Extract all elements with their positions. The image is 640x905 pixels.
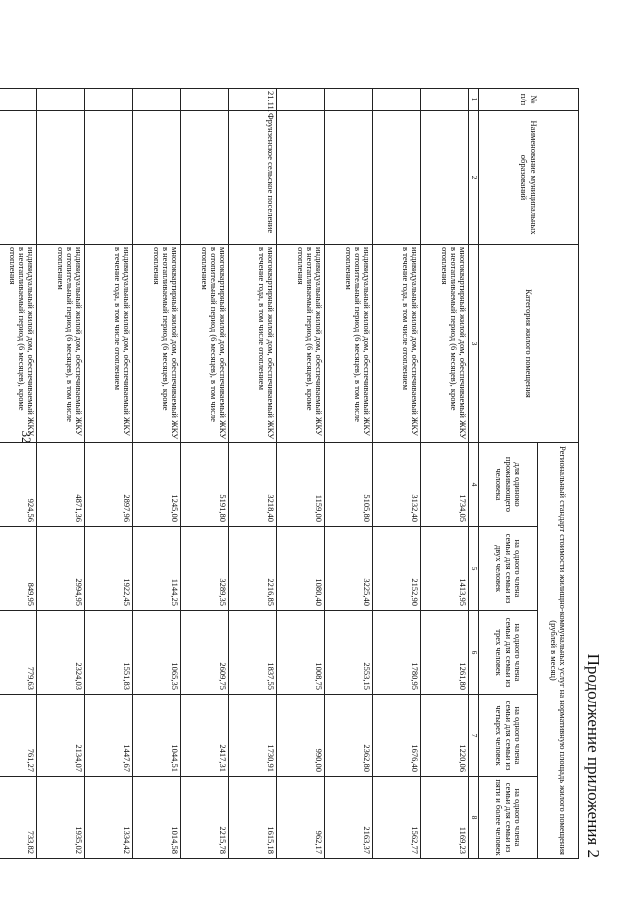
housing-category: многоквартирный жилой дом, обеспечиваемый ЖКУ в отопительный период (6 месяцев), в том числе отоплением <box>181 245 229 443</box>
cost-value: 2417,31 <box>181 695 229 777</box>
municipality-name <box>421 111 469 245</box>
cost-standard-table <box>0 88 579 859</box>
header-num: № п/п <box>479 89 579 111</box>
cost-value: 1780,95 <box>373 611 421 695</box>
header-four: на одного члена семьи для семьи из четырех человек <box>479 695 538 777</box>
page-number-text: 32 <box>19 430 34 444</box>
header-two: на одного члена семьи для семьи из двух человек <box>479 527 538 611</box>
cost-value: 1562,77 <box>373 777 421 859</box>
table-row <box>0 89 37 859</box>
municipality-name <box>0 111 37 245</box>
housing-category: индивидуальный жилой дом, обеспечиваемый ЖКУ в течение года, в том числе отоплением <box>373 245 421 443</box>
column-number-row <box>469 89 479 859</box>
cost-value: 849,95 <box>0 527 37 611</box>
municipality-name <box>373 111 421 245</box>
col-number: 7 <box>469 695 479 777</box>
col-number: 1 <box>469 89 479 111</box>
row-number <box>181 89 229 111</box>
municipality-name <box>37 111 85 245</box>
municipality-name <box>181 111 229 245</box>
table-row <box>277 89 325 859</box>
cost-value: 1837,55 <box>229 611 277 695</box>
cost-value: 2152,90 <box>373 527 421 611</box>
cost-value: 1676,40 <box>373 695 421 777</box>
housing-category: индивидуальный жилой дом, обеспечиваемый ЖКУ в отопительный период (6 месяцев), в том числе отоплением <box>325 245 373 443</box>
header-three: на одного члена семьи для семьи из трех человек <box>479 611 538 695</box>
cost-value: 924,56 <box>0 443 37 527</box>
cost-value: 1065,35 <box>133 611 181 695</box>
table-row <box>85 89 133 859</box>
cost-value: 2553,15 <box>325 611 373 695</box>
cost-value: 1734,05 <box>421 443 469 527</box>
cost-value: 1169,23 <box>421 777 469 859</box>
housing-category: индивидуальный жилой дом, обеспечиваемый ЖКУ в течение года, в том числе отоплением <box>85 245 133 443</box>
cost-value: 990,00 <box>277 695 325 777</box>
cost-value: 1261,80 <box>421 611 469 695</box>
cost-value: 4871,36 <box>37 443 85 527</box>
row-number <box>133 89 181 111</box>
cost-value: 2324,03 <box>37 611 85 695</box>
cost-value: 5191,80 <box>181 443 229 527</box>
cost-value: 1413,95 <box>421 527 469 611</box>
municipality-name: Фрунзенское сельское поселение <box>229 111 277 245</box>
row-number <box>0 89 37 111</box>
col-number: 3 <box>469 245 479 443</box>
cost-value: 2897,96 <box>85 443 133 527</box>
cost-value: 3132,40 <box>373 443 421 527</box>
housing-category: многоквартирный жилой дом, обеспечиваемый ЖКУ в неотапливаемый период (6 месяцев), кроме отопления <box>133 245 181 443</box>
cost-value: 733,82 <box>0 777 37 859</box>
col-number: 6 <box>469 611 479 695</box>
cost-value: 1447,67 <box>85 695 133 777</box>
cost-value: 3289,35 <box>181 527 229 611</box>
cost-value: 5105,80 <box>325 443 373 527</box>
header-standard-group: Региональный стандарт стоимости жилищно-коммунальных услуг на нормативную площадь жилого помещения (рублей в месяц) <box>538 443 579 859</box>
row-number <box>37 89 85 111</box>
table-row <box>37 89 85 859</box>
housing-category: индивидуальный жилой дом, обеспечиваемый ЖКУ в неотапливаемый период (6 месяцев), кроме отопления <box>277 245 325 443</box>
cost-value: 1080,40 <box>277 527 325 611</box>
col-number: 2 <box>469 111 479 245</box>
housing-category: индивидуальный жилой дом, обеспечиваемый ЖКУ в неотапливаемый период (6 месяцев), кроме отопления <box>0 245 37 443</box>
cost-value: 1144,25 <box>133 527 181 611</box>
col-number: 8 <box>469 777 479 859</box>
row-number <box>277 89 325 111</box>
municipality-name <box>325 111 373 245</box>
cost-value: 1044,51 <box>133 695 181 777</box>
cost-value: 2994,95 <box>37 527 85 611</box>
row-number: 21.11. <box>229 89 277 111</box>
rotated-page-content <box>7 88 603 858</box>
cost-value: 2362,80 <box>325 695 373 777</box>
housing-category: индивидуальный жилой дом, обеспечиваемый ЖКУ в отопительный период (6 месяцев), в том числе отоплением <box>37 245 85 443</box>
cost-value: 779,63 <box>0 611 37 695</box>
table-body <box>0 89 469 859</box>
row-number <box>421 89 469 111</box>
cost-value: 962,17 <box>277 777 325 859</box>
header-municipality: Наименование муниципальных образований <box>479 111 579 245</box>
municipality-name <box>277 111 325 245</box>
cost-value: 1922,45 <box>85 527 133 611</box>
cost-value: 2609,75 <box>181 611 229 695</box>
header-category: Категория жилого помещения <box>479 245 579 443</box>
municipality-name <box>85 111 133 245</box>
table-row <box>181 89 229 859</box>
cost-value: 1220,06 <box>421 695 469 777</box>
table-row <box>325 89 373 859</box>
cost-value: 3218,40 <box>229 443 277 527</box>
col-number: 5 <box>469 527 479 611</box>
cost-value: 2163,37 <box>325 777 373 859</box>
municipality-name <box>133 111 181 245</box>
cost-value: 1008,75 <box>277 611 325 695</box>
cost-value: 761,27 <box>0 695 37 777</box>
housing-category: многоквартирный жилой дом, обеспечиваемый ЖКУ в течение года, в том числе отоплением <box>229 245 277 443</box>
cost-value: 1730,91 <box>229 695 277 777</box>
table-row <box>421 89 469 859</box>
row-number <box>85 89 133 111</box>
cost-value: 2215,78 <box>181 777 229 859</box>
cost-value: 2134,07 <box>37 695 85 777</box>
row-number <box>325 89 373 111</box>
cost-value: 3225,40 <box>325 527 373 611</box>
table-row <box>133 89 181 859</box>
cost-value: 1551,83 <box>85 611 133 695</box>
col-number: 4 <box>469 443 479 527</box>
cost-value: 1615,18 <box>229 777 277 859</box>
header-five: на одного члена семьи для семьи из пяти и более человек <box>479 777 538 859</box>
cost-value: 2216,85 <box>229 527 277 611</box>
cost-value: 1334,42 <box>85 777 133 859</box>
header-single: для одиноко проживающего человека <box>479 443 538 527</box>
row-number <box>373 89 421 111</box>
housing-category: многоквартирный жилой дом, обеспечиваемый ЖКУ в неотапливаемый период (6 месяцев), кроме отопления <box>421 245 469 443</box>
appendix-title: Продолжение приложения 2 <box>584 653 603 858</box>
table-row <box>229 89 277 859</box>
cost-value: 1245,00 <box>133 443 181 527</box>
cost-value: 1159,00 <box>277 443 325 527</box>
cost-value: 1014,58 <box>133 777 181 859</box>
cost-value: 1935,02 <box>37 777 85 859</box>
table-row <box>373 89 421 859</box>
